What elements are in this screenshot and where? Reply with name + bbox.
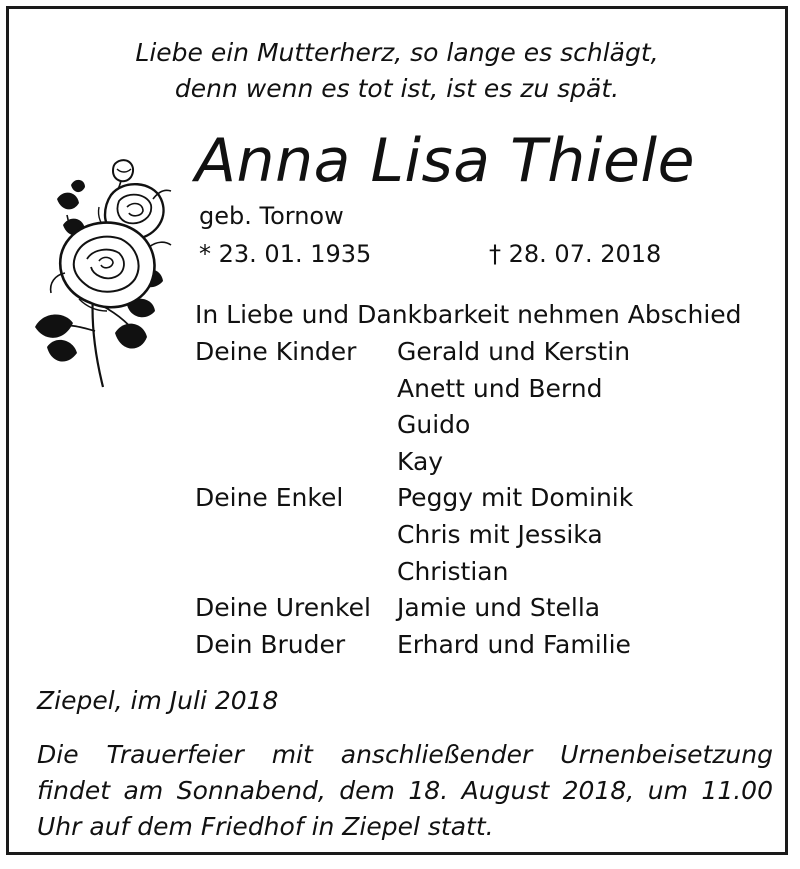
family-group-label: Deine Enkel <box>195 483 344 513</box>
poem-line: Liebe ein Mutterherz, so lange es schlägt, <box>135 38 659 67</box>
family-group-children <box>195 334 633 480</box>
family-member: Guido <box>397 410 471 440</box>
family-group-brother <box>195 627 633 664</box>
poem-line: denn wenn es tot ist, ist es zu spät. <box>174 74 620 103</box>
place-date: Ziepel, im Juli 2018 <box>37 686 279 715</box>
birth-date: * 23. 01. 1935 <box>199 240 372 268</box>
family-member: Jamie und Stella <box>397 593 601 623</box>
family-group-label: Dein Bruder <box>195 629 346 659</box>
rose-icon <box>31 155 181 395</box>
family-member: Chris mit Jessika <box>397 519 603 549</box>
farewell-line: In Liebe und Dankbarkeit nehmen Abschied <box>195 300 742 329</box>
family-group-grandchildren <box>195 480 633 590</box>
death-date: † 28. 07. 2018 <box>489 240 662 268</box>
family-member: Peggy mit Dominik <box>397 483 634 513</box>
deceased-name: Anna Lisa Thiele <box>195 126 695 196</box>
family-member: Anett und Bernd <box>397 373 603 403</box>
family-list <box>195 334 633 663</box>
poem <box>9 35 785 107</box>
family-member: Kay <box>397 446 444 476</box>
family-group-label: Deine Urenkel <box>195 593 371 623</box>
family-group-label: Deine Kinder <box>195 337 357 366</box>
ceremony-info: Die Trauerfeier mit anschließender Urnenbeisetzung findet am Sonnabend, dem 18. August 2018, um 11.00 Uhr auf dem Friedhof in Ziepel statt. <box>37 740 773 841</box>
family-member: Erhard und Familie <box>397 629 631 659</box>
obituary-notice <box>6 6 788 855</box>
family-group-great-grandchildren <box>195 590 633 627</box>
family-member: Gerald und Kerstin <box>397 337 631 366</box>
birth-name: geb. Tornow <box>199 202 344 230</box>
family-member: Christian <box>397 556 509 586</box>
